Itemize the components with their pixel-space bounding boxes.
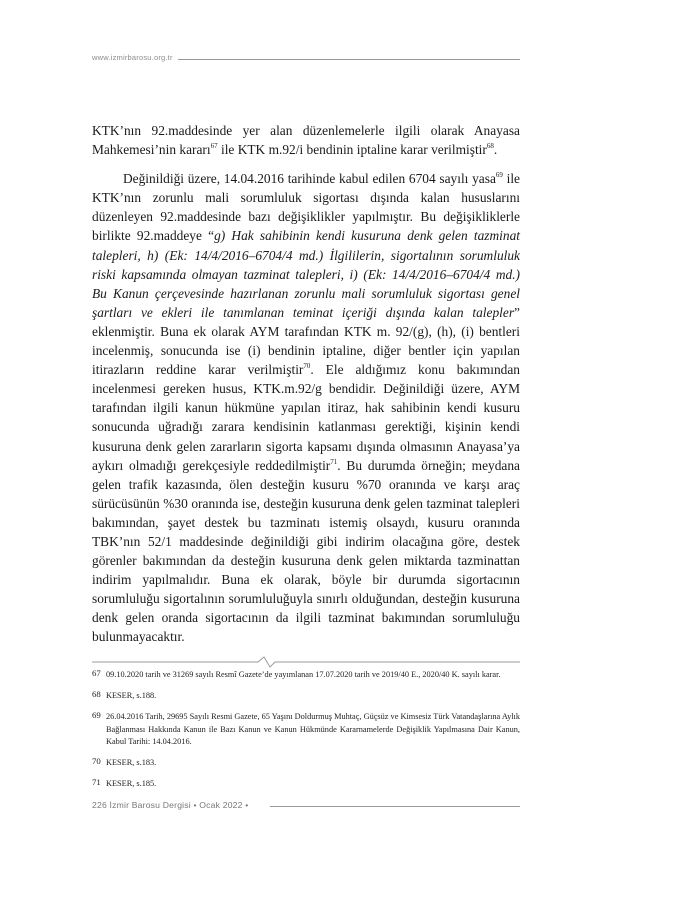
footnote-ref-70: 70 [303, 362, 311, 371]
footnote [92, 711, 520, 748]
footnote [92, 757, 520, 769]
footnote [92, 669, 520, 681]
paragraph-2: Değinildiği üzere, 14.04.2016 tarihinde kabul edilen 6704 sayılı yasa$^{69}$ ile KTK’nın zorunlu mali sorumluluk sigortası dışında kalan hususlarını düzenleyen 92.maddesinde bazı değişiklikler yapılmıştır. Bu değişikliklerle birlikte 92.maddeye “g) Hak sahibinin kendi kusuruna denk gelen tazminat talepleri, h) (Ek: 14/4/2016–6704/4 md.) İlgililerin, sigortalının sorumluluk riski kapsamında olmayan tazminat talepleri, i) (Ek: 14/4/2016–6704/4 md.) Bu Kanun çerçevesinde hazırlanan zorunlu mali sorumluluk sigortası genel şartları ve ekleri ile tanımlanan teminat içeriği dışında kalan talepler” eklenmiştir. Buna ek olarak AYM tarafından KTK m. 92/(g), (h), (i) bentleri incelenmiş, sonucunda ise (i) bendinin iptaline, diğer bentler için yapılan itirazların reddine karar verilmiştir$^{70}$. Ele aldığımız konu bakımından incelenmesi gereken husus, KTK.m.92/g bendidir. Değinildiği üzere, AYM tarafından ilgili kanun hükmüne yapılan itiraz, hak sahibinin kendi kusuru sonucunda uğradığı zarara kendisinin katlanması gerektiği, kişinin kendi kusuruna denk gelen zararların sigorta kapsamı dışında olmasının Anayasa’ya aykırı olmadığı gerekçesiyle reddedilmiştir$^{71}$. Bu durumda örneğin; meydana gelen trafik kazasında, ölen desteğin kusuru %70 oranında ve karşı araç sürücüsünün %30 oranında ise, desteğin kusuruna denk gelen tazminat talepleri bakımından, şayet destek bu tazminatı istemiş olsaydı, kusuru oranında TBK’nın 52/1 maddesinde değinildiği gibi indirim olacağına göre, destek görenler bakımından da desteğin kusuruna denk gelen miktarda tazminattan indirim yapılmalıdır. Buna ek olarak, böyle bir durumda sigortacının sorumluluğu sigortalının sorumluluğuyla sınırlı olduğundan, desteğin kusuruna denk gelen oranda sigortacının da ilgili tazminat bakımından sorumluluğu bulunmayacaktır. [92, 171, 521, 645]
footnote-divider [92, 656, 520, 668]
footer-text: 226 İzmir Barosu Dergisi • Ocak 2022 • [92, 800, 249, 810]
quoted-law-text: g) Hak sahibinin kendi kusuruna denk gelen tazminat talepleri, h) (Ek: 14/4/2016–6704/4 md.) İlgililerin, sigortalının sorumluluk riski kapsamında olmayan tazminat talepleri, i) (Ek: 14/4/2016–6704/4 md.) Bu Kanun çerçevesinde hazırlanan zorunlu mali sorumluluk sigortası genel şartları ve ekleri ile tanımlanan teminat içeriği dışında kalan talepler [92, 228, 520, 320]
header-rule [178, 59, 520, 60]
footnote-ref-68: 68 [486, 142, 494, 151]
body-text [92, 121, 520, 647]
footnote-text: KESER, s.188. [106, 691, 157, 701]
footnote-number: 71 [92, 777, 101, 788]
footnote-number: 67 [92, 668, 101, 678]
footnote-ref-69: 69 [495, 171, 503, 180]
footnote-text: KESER, s.185. [106, 779, 157, 789]
footnote [92, 778, 520, 790]
footnotes [92, 669, 520, 799]
footnote [92, 690, 520, 702]
footer-rule [270, 806, 520, 807]
footnote-number: 70 [92, 756, 101, 767]
footnote-ref-67: 67 [210, 142, 218, 151]
header-url: www.izmirbarosu.org.tr [92, 53, 173, 62]
footnote-number: 68 [92, 689, 101, 700]
footnote-text: 26.04.2016 Tarih, 29695 Sayılı Resmi Gazete, 65 Yaşını Doldurmuş Muhtaç, Güçsüz ve Kimsesiz Türk Vatandaşlarına Aylık Bağlanması Hakkında Kanun ile Bazı Kanun ve Kanun Hükmünde Kararnamelerde Değişiklik Yapılmasına Dair Kanun, Kabul Tarihi: 14.04.2016. [106, 712, 520, 746]
footnote-ref-71: 71 [330, 457, 338, 466]
footnote-text: 09.10.2020 tarih ve 31269 sayılı Resmî Gazete’de yayımlanan 17.07.2020 tarih ve 2019/40 E., 2020/40 K. sayılı karar. [106, 670, 501, 679]
footnote-text: KESER, s.183. [106, 758, 157, 768]
footnote-number: 69 [92, 710, 101, 721]
paragraph-1: KTK’nın 92.maddesinde yer alan düzenlemelerle ilgili olarak Anayasa Mahkemesi’nin kararı$^{67}$ ile KTK m.92/i bendinin iptaline karar verilmiştir$^{68}$. [92, 123, 520, 158]
